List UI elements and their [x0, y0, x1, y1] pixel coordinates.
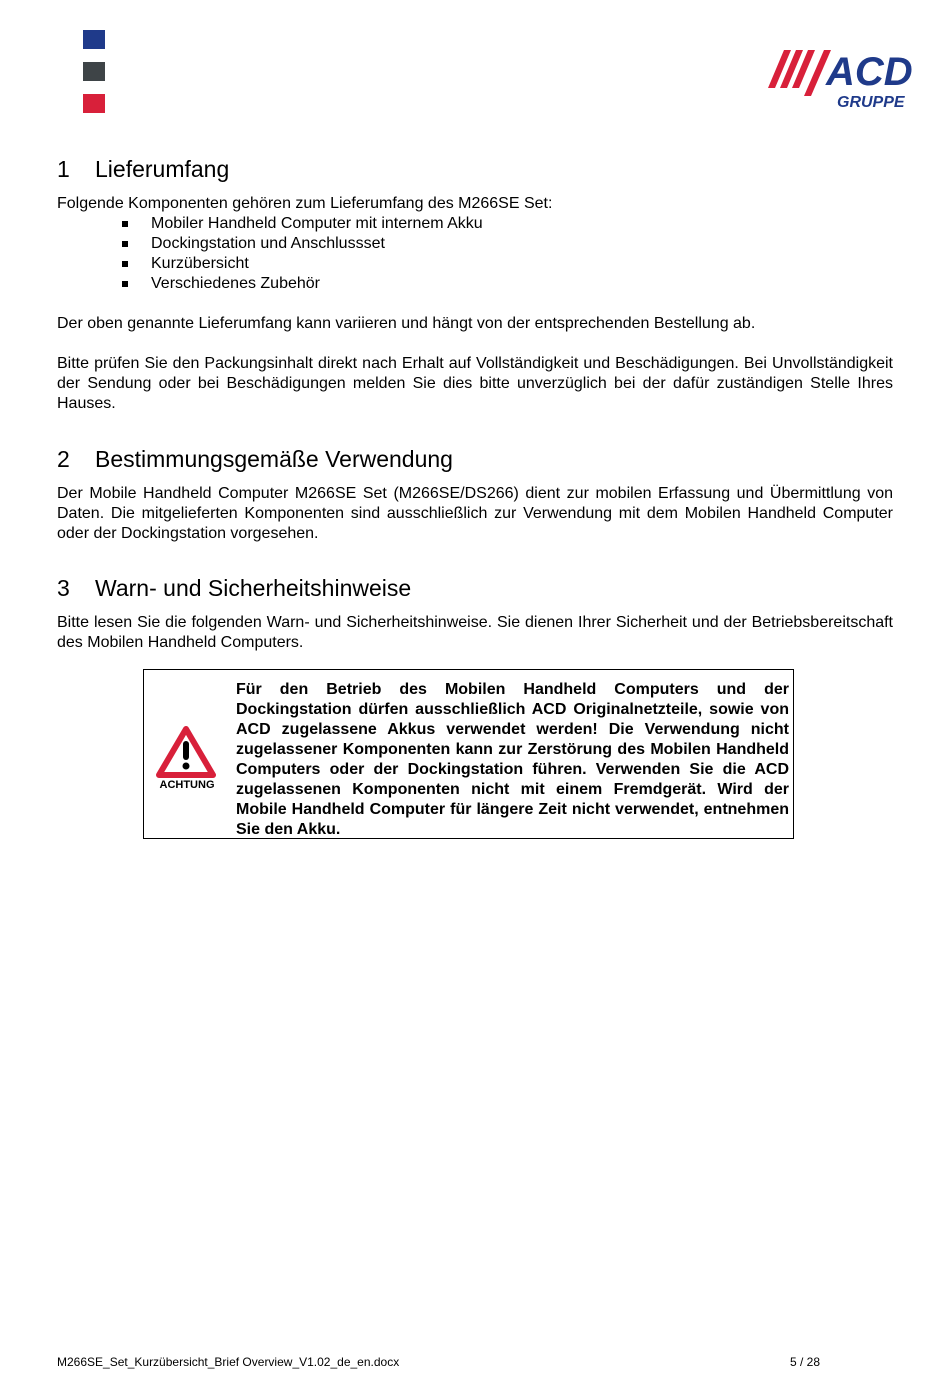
section-2-title: Bestimmungsgemäße Verwendung [95, 446, 453, 472]
footer-page-number: 5 / 28 [790, 1355, 821, 1369]
section-1-number: 1 [57, 156, 70, 182]
list-item-text: Verschiedenes Zubehör [151, 275, 320, 292]
warning-label: ACHTUNG [159, 779, 215, 791]
section-1-heading [57, 155, 229, 183]
warning-text: Für den Betrieb des Mobilen Handheld Computers und der Dockingstation dürfen ausschließlich ACD Originalnetzteile, sowie von ACD zugelassene Akkus verwendet werden! Die Verwendung nicht zugelassener Komponenten kann zur Zerstörung des Mobilen Handheld Computers oder der Dockingstation führen. Verwenden Sie die ACD zugelassenen Komponenten nicht mit einem Fremdgerät. Wird der Mobile Handheld Computer für längere Zeit nicht verwendet, entnehmen Sie den Akku. [236, 681, 789, 838]
decor-square-gray [83, 62, 105, 81]
section-3-heading [57, 574, 411, 602]
list-item-text: Mobiler Handheld Computer mit internem Akku [151, 215, 483, 232]
delivery-items-list [151, 214, 483, 294]
section-3-title: Warn- und Sicherheitshinweise [95, 575, 412, 601]
section-2-number: 2 [57, 446, 70, 472]
list-item-text: Dockingstation und Anschlussset [151, 235, 385, 252]
warning-triangle-icon [156, 726, 216, 778]
section-2-heading [57, 445, 453, 473]
bullet-icon [122, 281, 128, 287]
bullet-icon [122, 261, 128, 267]
list-item [151, 274, 483, 294]
section-3-number: 3 [57, 575, 70, 601]
bullet-icon [122, 241, 128, 247]
bullet-icon [122, 221, 128, 227]
section-1-title: Lieferumfang [95, 156, 230, 182]
section-1-paragraph-2: Bitte prüfen Sie den Packungsinhalt direkt nach Erhalt auf Vollständigkeit und Beschädigungen. Bei Unvollständigkeit der Sendung oder bei Beschädigungen melden Sie dies bitte unverzüglich bei der dafür zuständigen Stelle Ihres Hauses. [57, 355, 893, 412]
section-1-paragraph-1: Der oben genannte Lieferumfang kann variieren und hängt von der entsprechenden Bestellung ab. [57, 315, 756, 332]
section-2-paragraph: Der Mobile Handheld Computer M266SE Set (M266SE/DS266) dient zur mobilen Erfassung und Übermittlung von Daten. Die mitgelieferten Komponenten sind ausschließlich zur Verwendung mit dem Mobilen Handheld Computer oder der Dockingstation vorgesehen. [57, 485, 893, 542]
logo-text-acd: ACD [826, 50, 913, 94]
section-3-paragraph: Bitte lesen Sie die folgenden Warn- und Sicherheitshinweise. Sie dienen Ihrer Sicherheit und der Betriebsbereitschaft des Mobilen Handheld Computers. [57, 614, 893, 651]
acd-gruppe-logo [766, 46, 918, 112]
decor-square-blue [83, 30, 105, 49]
list-item-text: Kurzübersicht [151, 255, 249, 272]
warning-box [143, 669, 794, 839]
logo-text-gruppe: GRUPPE [837, 94, 905, 111]
footer-filename: M266SE_Set_Kurzübersicht_Brief Overview_V1.02_de_en.docx [57, 1355, 400, 1369]
decor-square-red [83, 94, 105, 113]
list-item [151, 234, 483, 254]
section-1-intro: Folgende Komponenten gehören zum Lieferumfang des M266SE Set: [57, 195, 553, 212]
list-item [151, 254, 483, 274]
logo-slashes-icon [768, 50, 831, 96]
list-item [151, 214, 483, 234]
